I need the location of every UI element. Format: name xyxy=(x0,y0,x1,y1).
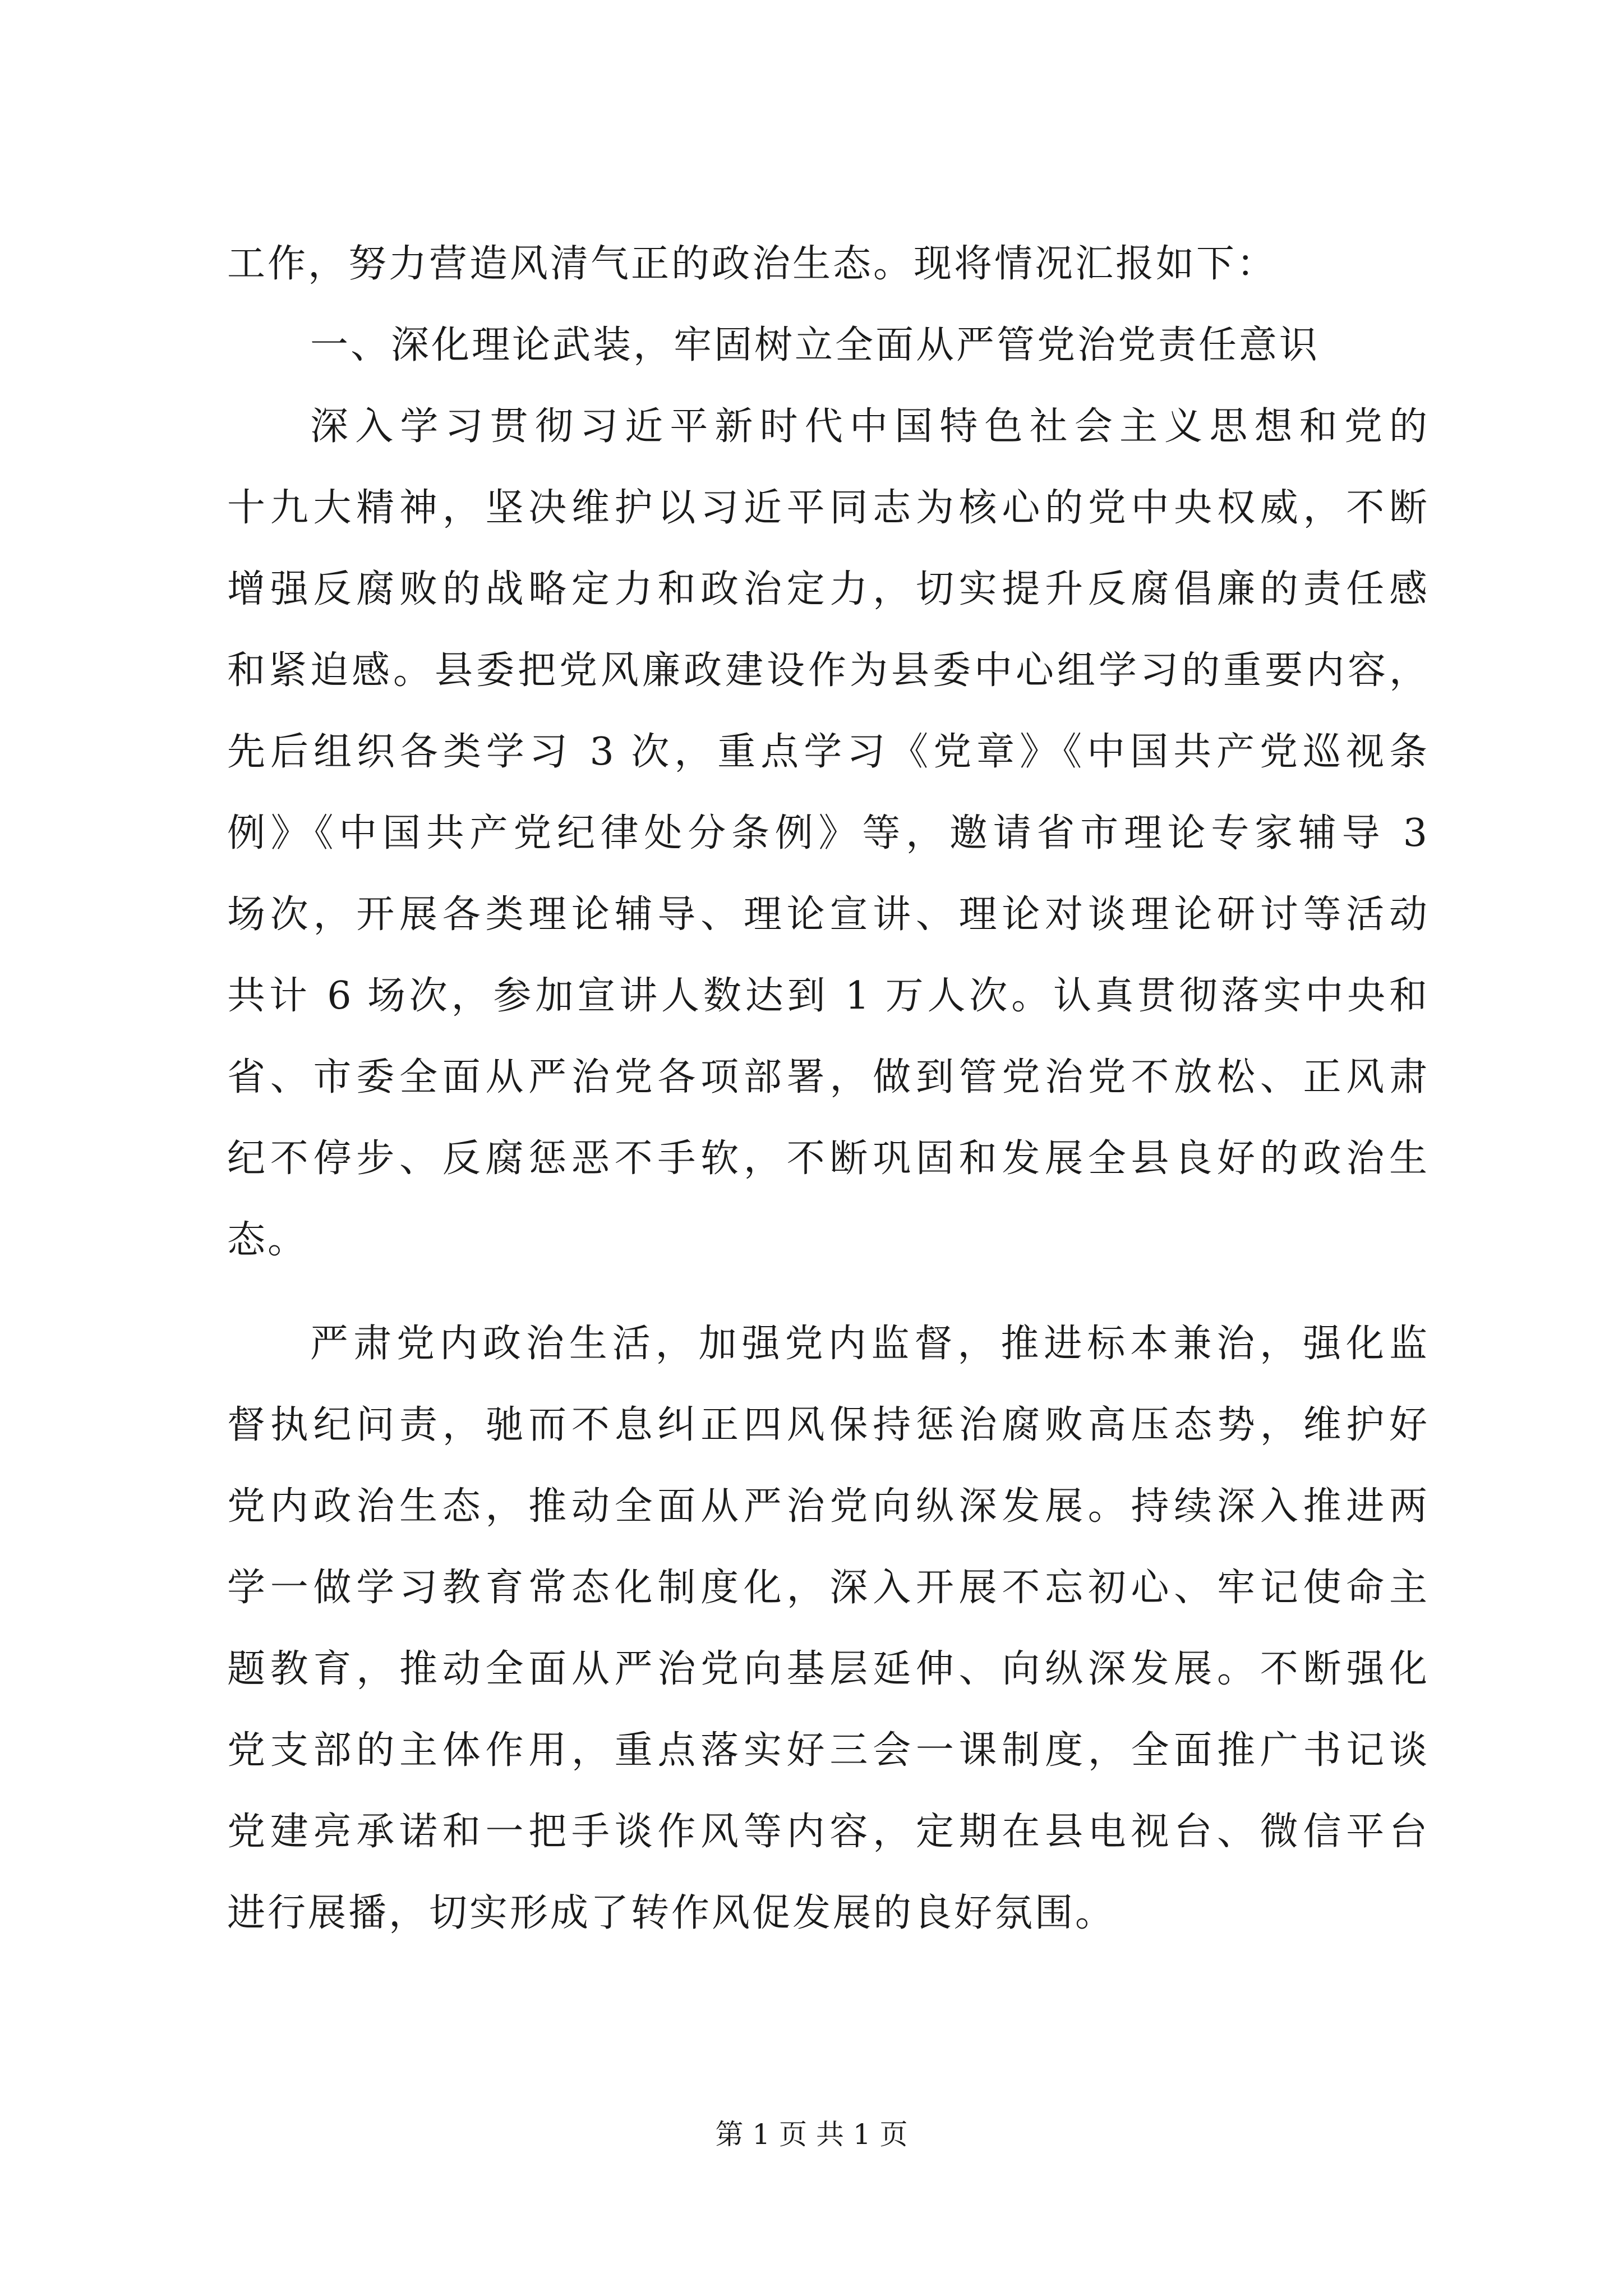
document-body xyxy=(227,223,1427,1954)
section-heading: 一、深化理论武装，牢固树立全面从严管党治党责任意识 xyxy=(310,323,1320,367)
text-line: 和紧迫感。县委把党风廉政建设作为县委中心组学习的重要内容， xyxy=(227,648,1427,693)
text-line: 严肃党内政治生活，加强党内监督，推进标本兼治，强化监 xyxy=(310,1322,1427,1366)
text-line: 先后组织各类学习 3 次，重点学习《党章》《中国共产党巡视条 xyxy=(227,730,1427,774)
text-line: 场次，开展各类理论辅导、理论宣讲、理论对谈理论研讨等活动 xyxy=(227,892,1427,937)
text-line: 督执纪问责，驰而不息纠正四风保持惩治腐败高压态势，维护好 xyxy=(227,1403,1427,1447)
text-line: 省、市委全面从严治党各项部署，做到管党治党不放松、正风肃 xyxy=(227,1055,1427,1099)
text-line: 例》《中国共产党纪律处分条例》等，邀请省市理论专家辅导 3 xyxy=(227,811,1427,855)
page-number-footer: 第 1 页 共 1 页 xyxy=(715,2118,908,2151)
text-line: 态。 xyxy=(227,1218,308,1262)
text-line: 学一做学习教育常态化制度化，深入开展不忘初心、牢记使命主 xyxy=(227,1566,1427,1610)
text-line: 进行展播，切实形成了转作风促发展的良好氛围。 xyxy=(227,1891,1116,1935)
text-line: 共计 6 场次，参加宣讲人数达到 1 万人次。认真贯彻落实中央和 xyxy=(227,974,1427,1018)
text-line: 党建亮承诺和一把手谈作风等内容，定期在县电视台、微信平台 xyxy=(227,1810,1427,1854)
text-line: 增强反腐败的战略定力和政治定力，切实提升反腐倡廉的责任感 xyxy=(227,567,1427,611)
paragraph-gap xyxy=(227,1281,1427,1303)
text-line: 党支部的主体作用，重点落实好三会一课制度，全面推广书记谈 xyxy=(227,1728,1427,1773)
text-line: 纪不停步、反腐惩恶不手软，不断巩固和发展全县良好的政治生 xyxy=(227,1137,1427,1181)
text-line: 工作，努力营造风清气正的政治生态。现将情况汇报如下： xyxy=(227,242,1278,286)
text-line: 题教育，推动全面从严治党向基层延伸、向纵深发展。不断强化 xyxy=(227,1647,1427,1691)
text-line: 党内政治生态，推动全面从严治党向纵深发展。持续深入推进两 xyxy=(227,1484,1427,1529)
text-line: 十九大精神，坚决维护以习近平同志为核心的党中央权威，不断 xyxy=(227,486,1427,530)
text-line: 深入学习贯彻习近平新时代中国特色社会主义思想和党的 xyxy=(310,404,1427,449)
